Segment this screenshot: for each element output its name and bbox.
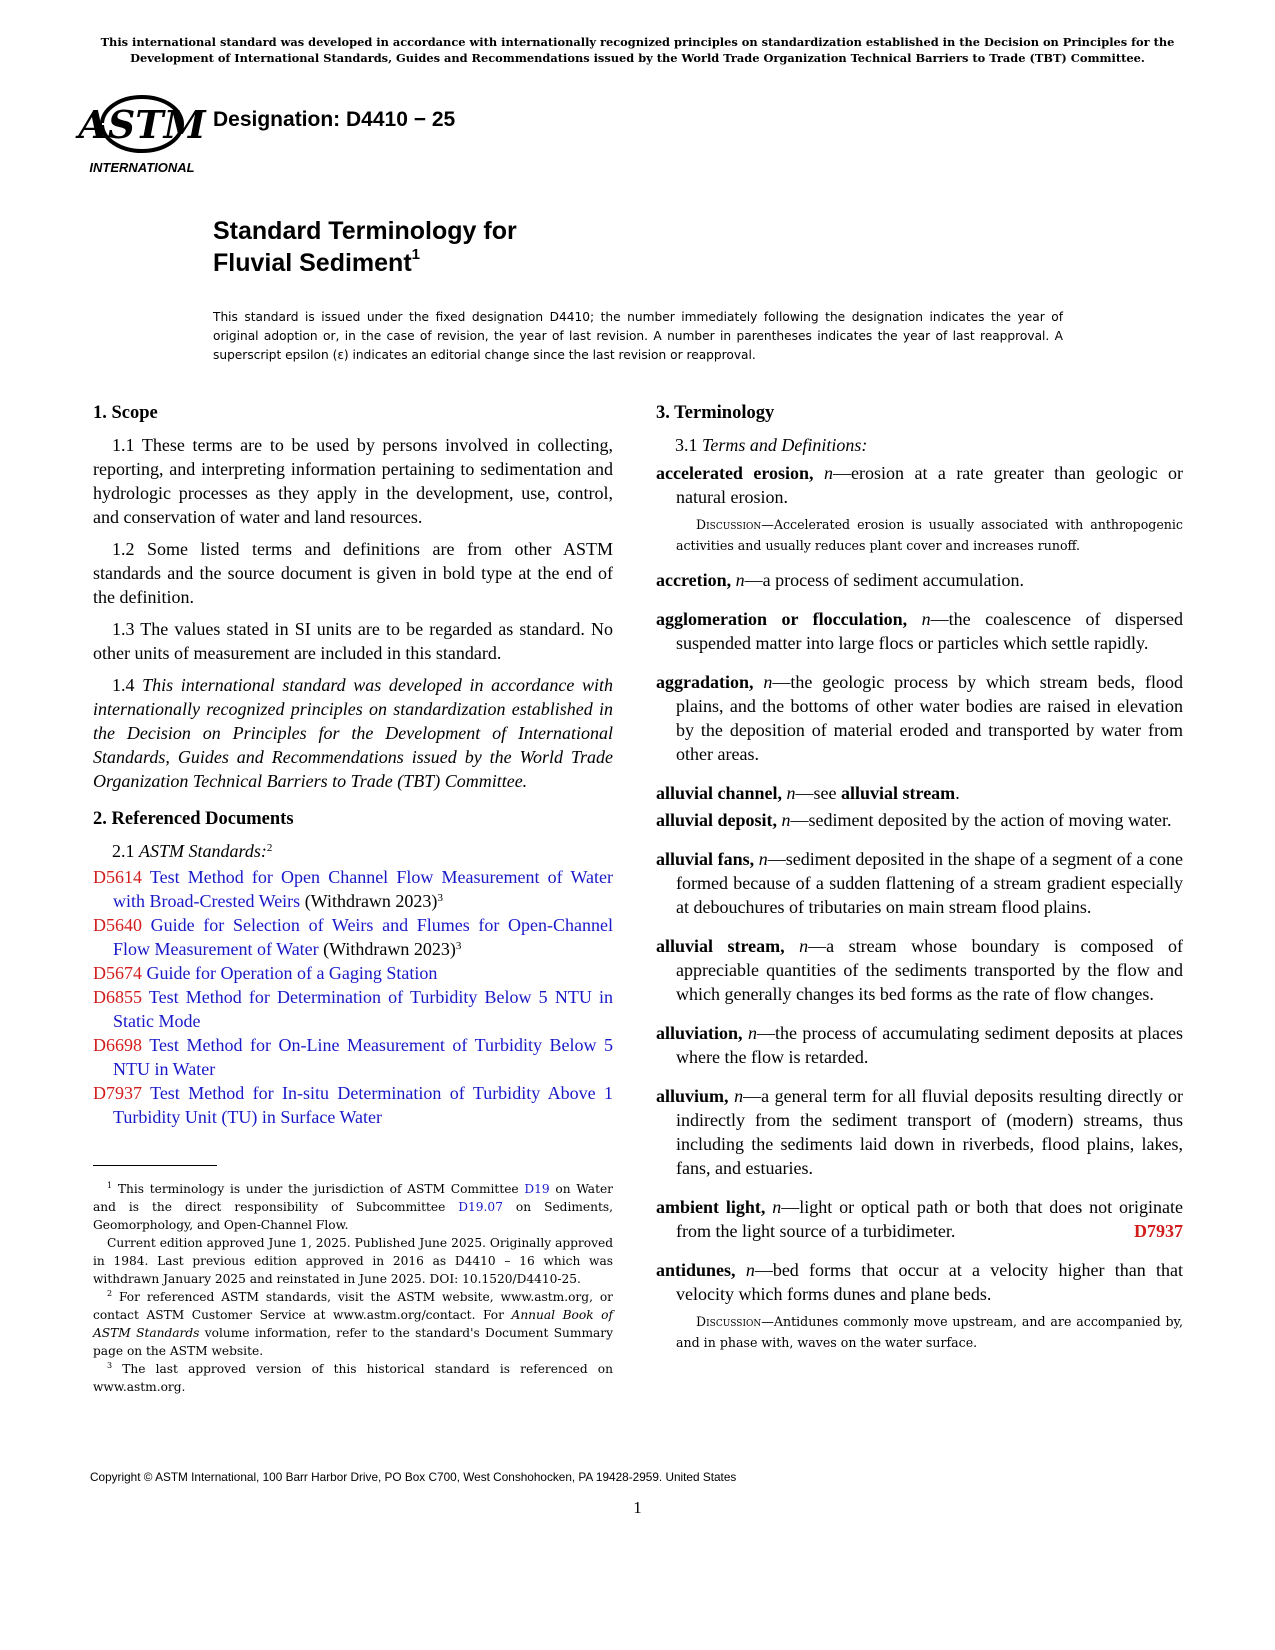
term-entry <box>656 1195 1183 1243</box>
refdocs-sub-text: ASTM Standards: <box>139 841 267 861</box>
term-entry <box>656 670 1183 766</box>
fn1-mark: 1 <box>107 1181 113 1190</box>
term-definition: —a process of sediment accumulation. <box>744 570 1025 590</box>
term-name: alluviation, <box>656 1023 743 1043</box>
term-entry <box>656 568 1183 592</box>
scope-heading: 1. Scope <box>93 403 158 423</box>
term-pos: n <box>772 1197 782 1217</box>
term-pos: n <box>799 936 809 956</box>
term-entry <box>656 808 1183 832</box>
refdocs-sub-mark: 2 <box>266 842 273 854</box>
term-pos: n <box>824 463 834 483</box>
term-pos: n <box>734 1086 744 1106</box>
referenced-documents-list <box>93 865 613 1129</box>
scope-p1: 1.1 These terms are to be used by persons involved in collecting, reporting, and interpreting information pertaining to sedimentation and hydrologic processes as they apply in the development, use, control, and conservation of water and land resources. <box>93 435 613 527</box>
term-definition: —sediment deposited in the shape of a segment of a cone formed because of a sudden flattening of a stream gradient especially at debouchures of tributaries on main stream flood plains. <box>676 849 1183 917</box>
term-entry <box>656 1021 1183 1069</box>
see-term: alluvial stream <box>841 783 956 803</box>
scope-p2: 1.2 Some listed terms and definitions are from other ASTM standards and the source document is given in bold type at the end of the definition. <box>93 539 613 607</box>
fn2-mark: 2 <box>107 1289 113 1298</box>
term-pos: n <box>735 570 745 590</box>
refdocs-heading: 2. Referenced Documents <box>93 809 294 829</box>
term-entry <box>656 1258 1183 1306</box>
discussion-text: —Accelerated erosion is usually associated with anthropogenic activities and usually reduces plant cover and increases runoff. <box>676 517 1183 553</box>
term-definition: —the geologic process by which stream beds, flood plains, and the bottoms of other water bodies are raised in elevation by the deposition of material eroded and transported by water from other areas. <box>676 672 1183 764</box>
term-pos: n <box>786 783 796 803</box>
term-name: agglomeration or flocculation, <box>656 609 908 629</box>
term-definition: —the process of accumulating sediment deposits at places where the flow is retarded. <box>676 1023 1183 1067</box>
footnote-divider <box>93 1165 217 1166</box>
term-definition: —light or optical path or both that does not originate from the light source of a turbidimeter. <box>676 1197 1183 1241</box>
term-name: accretion, <box>656 570 732 590</box>
refdocs-sub-number: 2.1 <box>112 841 135 861</box>
ref-title[interactable]: Test Method for Open Channel Flow Measurement of Water with Broad-Crested Weirs <box>113 867 613 911</box>
scope-p4 <box>93 673 613 793</box>
term-name: alluvial fans, <box>656 849 755 869</box>
term-definition: —the coalescence of dispersed suspended matter into large flocs or particles which settle rapidly. <box>676 609 1183 653</box>
terminology-sub-number: 3.1 <box>675 435 698 455</box>
fn2-text-a: For referenced ASTM standards, visit the ASTM website, www.astm.org, or contact ASTM Customer Service at www.astm.org/contact. For <box>93 1290 613 1322</box>
term-entry <box>656 934 1183 1006</box>
fn2-text-b: volume information, refer to the standard's Document Summary page on the ASTM website. <box>93 1326 613 1358</box>
ref-title[interactable]: Guide for Selection of Weirs and Flumes for Open-Channel Flow Measurement of Water <box>113 915 613 959</box>
fn1-text-a: This terminology is under the jurisdiction of ASTM Committee <box>117 1182 525 1196</box>
ref-code[interactable]: D6698 <box>93 1035 142 1055</box>
term-end: . <box>955 783 960 803</box>
term-name: antidunes, <box>656 1260 736 1280</box>
fn3-text: The last approved version of this historical standard is referenced on www.astm.org. <box>93 1362 613 1394</box>
astm-logo <box>78 86 206 178</box>
term-definition: —a general term for all fluvial deposits resulting directly or indirectly from the sediment transport of (modern) streams, thus including the sediments laid down in riverbeds, flood plains, lakes, fans, and estuaries. <box>676 1086 1183 1178</box>
page-number: 1 <box>633 1498 642 1517</box>
ref-code[interactable]: D5614 <box>93 867 142 887</box>
ref-code[interactable]: D5640 <box>93 915 142 935</box>
term-pos: n <box>745 1260 755 1280</box>
scope-p4-number: 1.4 <box>112 675 135 695</box>
footnote-2 <box>93 1288 613 1360</box>
term-pos: n <box>758 849 768 869</box>
ref-title[interactable]: Test Method for In-situ Determination of Turbidity Above 1 Turbidity Unit (TU) in Surface Water <box>113 1083 613 1127</box>
term-pos: n <box>763 672 773 692</box>
term-definition: —a stream whose boundary is composed of appreciable quantities of the sediments transported by the flow and which generally changes its bed forms as the rate of flow changes. <box>676 936 1184 1004</box>
terminology-sub-text: Terms and Definitions: <box>702 435 868 455</box>
designation: Designation: D4410 − 25 <box>213 108 456 131</box>
subcommittee-link[interactable]: D19.07 <box>458 1200 503 1214</box>
header-notice: This international standard was developed in accordance with internationally recognized principles on standardization established in the Decision on Principles for the Development of International Standards, Guides and Recommendations issued by the World Trade Organization Technical Barriers to Trade (TBT) Committee. <box>100 35 1175 65</box>
committee-link[interactable]: D19 <box>524 1182 550 1196</box>
edition-note: Current edition approved June 1, 2025. Published June 2025. Originally approved in 1984. Last previous edition approved in 2016 as D4410 – 16 which was withdrawn January 2025 and reinstated in June 2025. DOI: 10.1520/D4410-25. <box>93 1236 613 1286</box>
term-entry <box>656 461 1183 509</box>
ref-title[interactable]: Test Method for Determination of Turbidity Below 5 NTU in Static Mode <box>113 987 613 1031</box>
term-entry <box>656 781 1183 805</box>
ref-item[interactable] <box>93 1081 613 1129</box>
term-pos: n <box>781 810 791 830</box>
ref-mark: 3 <box>455 940 462 952</box>
ref-title[interactable]: Test Method for On-Line Measurement of Turbidity Below 5 NTU in Water <box>113 1035 613 1079</box>
scope-p4-text: This international standard was developed in accordance with internationally recognized principles on standardization established in the Decision on Principles for the Development of International Standards, Guides and Recommendations issued by the World Trade Organization Technical Barriers to Trade (TBT) Committee. <box>93 675 613 791</box>
ref-code[interactable]: D6855 <box>93 987 142 1007</box>
term-pos: n <box>747 1023 757 1043</box>
title-line2: Fluvial Sediment <box>213 249 412 277</box>
term-discussion <box>656 514 1183 556</box>
term-definition: —bed forms that occur at a velocity higher than that velocity which forms dunes and plane beds. <box>676 1260 1184 1304</box>
title-line1: Standard Terminology for <box>213 217 517 245</box>
refdocs-subheading <box>93 839 613 863</box>
issuance-statement: This standard is issued under the fixed designation D4410; the number immediately following the designation indicates the year of original adoption or, in the case of revision, the year of last revision. A number in parentheses indicates the year of last reapproval. A superscript epsilon (ε) indicates an editorial change since the last revision or reapproval. <box>213 310 1063 362</box>
ref-title[interactable]: Guide for Operation of a Gaging Station <box>146 963 438 983</box>
term-name: ambient light, <box>656 1197 766 1217</box>
term-definition: —see <box>795 783 842 803</box>
ref-item[interactable] <box>93 865 613 913</box>
term-name: accelerated erosion, <box>656 463 814 483</box>
ref-note: (Withdrawn 2023) <box>318 939 456 959</box>
ref-item[interactable] <box>93 985 613 1033</box>
ref-item[interactable] <box>93 913 613 961</box>
terminology-subheading <box>656 433 1183 457</box>
fn2-italic: Annual Book of ASTM Standards <box>93 1308 613 1340</box>
document-title <box>213 215 517 279</box>
copyright: Copyright © ASTM International, 100 Barr Harbor Drive, PO Box C700, West Conshohocken, PA 19428-2959. United States <box>90 1470 737 1484</box>
discussion-label: Discussion <box>696 1314 762 1329</box>
ref-note: (Withdrawn 2023) <box>300 891 438 911</box>
ref-item[interactable] <box>93 961 613 985</box>
term-entry <box>656 847 1183 919</box>
term-name: alluvial deposit, <box>656 810 778 830</box>
term-source[interactable]: D7937 <box>1134 1221 1183 1241</box>
scope-p3: 1.3 The values stated in SI units are to be regarded as standard. No other units of measurement are included in this standard. <box>93 619 613 663</box>
right-column <box>656 401 1183 1365</box>
term-entry <box>656 1084 1183 1180</box>
logo-letters: ASTM <box>78 102 206 147</box>
title-footnote-mark: 1 <box>411 246 421 263</box>
footnotes <box>93 1180 613 1396</box>
ref-code[interactable]: D5674 <box>93 963 142 983</box>
term-definition: —sediment deposited by the action of moving water. <box>790 810 1172 830</box>
terminology-heading: 3. Terminology <box>656 403 775 423</box>
logo-international-text: INTERNATIONAL <box>89 160 195 175</box>
term-discussion <box>656 1311 1183 1353</box>
term-pos: n <box>921 609 931 629</box>
term-name: alluvial stream, <box>656 936 785 956</box>
ref-mark: 3 <box>437 892 443 904</box>
ref-code[interactable]: D7937 <box>93 1083 142 1103</box>
ref-item[interactable] <box>93 1033 613 1081</box>
footnote-3 <box>93 1360 613 1396</box>
left-column <box>93 401 613 1129</box>
discussion-text: —Antidunes commonly move upstream, and are accompanied by, and in phase with, waves on the water surface. <box>676 1314 1183 1350</box>
fn1-text-c: on Sediments, Geomorphology, and Open-Channel Flow. <box>93 1200 613 1232</box>
term-name: alluvium, <box>656 1086 729 1106</box>
term-name: aggradation, <box>656 672 754 692</box>
term-name: alluvial channel, <box>656 783 783 803</box>
discussion-label: Discussion <box>696 517 762 532</box>
term-entry <box>656 607 1183 655</box>
term-definition: —erosion at a rate greater than geologic or natural erosion. <box>676 463 1183 507</box>
fn3-mark: 3 <box>107 1361 113 1370</box>
footnote-1 <box>93 1180 613 1234</box>
fn1-text-b: on Water and is the direct responsibility of Subcommittee <box>93 1182 614 1214</box>
